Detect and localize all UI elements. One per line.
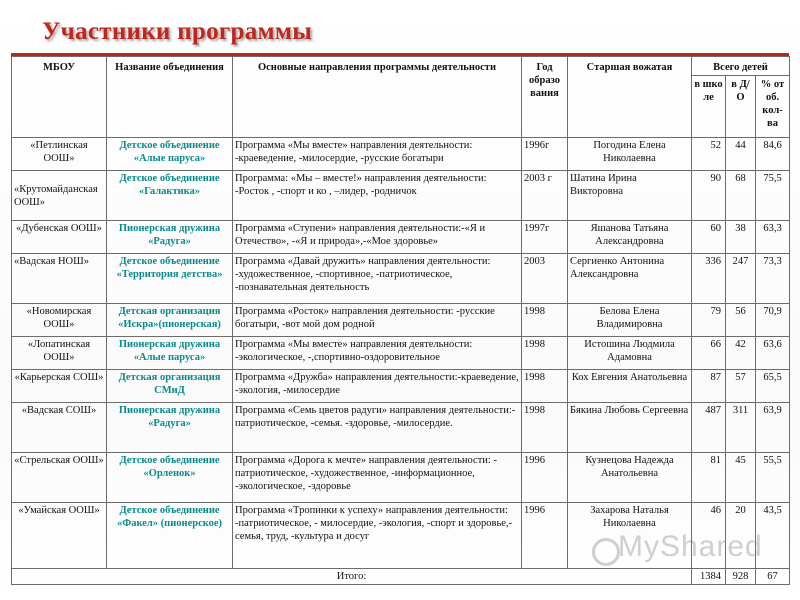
cell-in-school: 90 — [692, 171, 726, 221]
cell-school: «Лопатинская ООШ» — [12, 337, 107, 370]
cell-org: Пионерская дружина «Радуга» — [107, 221, 233, 254]
cell-percent: 73,3 — [756, 254, 790, 304]
cell-leader: Яшанова Татьяна Александровна — [568, 221, 692, 254]
header-school: МБОУ — [12, 57, 107, 138]
total-row — [12, 569, 790, 585]
cell-school: «Петлинская ООШ» — [12, 138, 107, 171]
cell-leader: Кузнецова Надежда Анатольевна — [568, 453, 692, 503]
cell-leader: Шатина Ирина Викторовна — [568, 171, 692, 221]
header-leader: Старшая вожатая — [568, 57, 692, 138]
cell-in-do: 247 — [726, 254, 756, 304]
table-row — [12, 171, 790, 221]
page-title: Участники программы — [42, 18, 313, 45]
cell-in-school: 81 — [692, 453, 726, 503]
cell-year: 1996 — [522, 503, 568, 569]
cell-org: Детское объединение «Алые паруса» — [107, 138, 233, 171]
cell-in-school: 487 — [692, 403, 726, 453]
cell-in-do: 56 — [726, 304, 756, 337]
cell-percent: 55,5 — [756, 453, 790, 503]
cell-in-do: 68 — [726, 171, 756, 221]
cell-in-do: 38 — [726, 221, 756, 254]
header-program: Основные направления программы деятельности — [233, 57, 522, 138]
cell-in-do: 44 — [726, 138, 756, 171]
cell-org: Пионерская дружина «Алые паруса» — [107, 337, 233, 370]
header-year: Год образо вания — [522, 57, 568, 138]
cell-org: Детское объединение «Факел» (пионерское) — [107, 503, 233, 569]
cell-year: 1996г — [522, 138, 568, 171]
cell-year: 2003 г — [522, 171, 568, 221]
table-row — [12, 304, 790, 337]
cell-percent: 63,9 — [756, 403, 790, 453]
cell-school: «Стрельская ООШ» — [12, 453, 107, 503]
cell-in-school: 336 — [692, 254, 726, 304]
total-label: Итого: — [12, 569, 692, 585]
cell-in-school: 52 — [692, 138, 726, 171]
table-row — [12, 337, 790, 370]
cell-percent: 70,9 — [756, 304, 790, 337]
cell-program: Программа «Давай дружить» направления деятельности: -художественное, -спортивное, -патриотическое, -познавательная деятельность — [233, 254, 522, 304]
cell-org: Детское объединение «Галактика» — [107, 171, 233, 221]
header-in-do: в Д/О — [726, 76, 756, 138]
cell-percent: 63,6 — [756, 337, 790, 370]
cell-org: Детское объединение «Орленок» — [107, 453, 233, 503]
cell-in-do: 57 — [726, 370, 756, 403]
cell-in-school: 87 — [692, 370, 726, 403]
cell-program: Программа «Мы вместе» направления деятельности: -краеведение, -милосердие, -русские богатыри — [233, 138, 522, 171]
cell-year: 1997г — [522, 221, 568, 254]
cell-leader: Сергиенко Антонина Александровна — [568, 254, 692, 304]
cell-program: Программа «Семь цветов радуги» направления деятельности:-патриотическое, -семья. -здоровье, -милосердие. — [233, 403, 522, 453]
cell-leader: Погодина Елена Николаевна — [568, 138, 692, 171]
cell-org: Детская организация СМиД — [107, 370, 233, 403]
cell-school: «Умайская ООШ» — [12, 503, 107, 569]
table-row — [12, 254, 790, 304]
cell-leader: Бякина Любовь Сергеевна — [568, 403, 692, 453]
participants-table — [11, 56, 790, 585]
cell-in-school: 60 — [692, 221, 726, 254]
table-row — [12, 453, 790, 503]
cell-in-school: 66 — [692, 337, 726, 370]
table-body — [12, 138, 790, 585]
cell-program: Программа «Дорога к мечте» направления деятельности: - патриотическое, -художественное, -информационное, -экологическое, -здоровье — [233, 453, 522, 503]
cell-program: Программа: «Мы – вместе!» направления деятельности: -Росток , -спорт и ко , –лидер, -родничок — [233, 171, 522, 221]
cell-percent: 63,3 — [756, 221, 790, 254]
cell-percent: 43,5 — [756, 503, 790, 569]
table-row — [12, 221, 790, 254]
header-total-children: Всего детей — [692, 57, 790, 76]
cell-leader: Кох Евгения Анатольевна — [568, 370, 692, 403]
cell-leader: Истошина Людмила Адамовна — [568, 337, 692, 370]
header-percent: % от об. кол-ва — [756, 76, 790, 138]
cell-program: Программа «Дружба» направления деятельности:-краеведение, -экология, -милосердие — [233, 370, 522, 403]
participants-table-wrapper — [11, 53, 789, 585]
table-row — [12, 370, 790, 403]
total-in-school: 1384 — [692, 569, 726, 585]
total-percent: 67 — [756, 569, 790, 585]
cell-year: 1996 — [522, 453, 568, 503]
cell-school: «Вадская СОШ» — [12, 403, 107, 453]
table-row — [12, 138, 790, 171]
cell-program: Программа «Росток» направления деятельности: -русские богатыри, -вот мой дом родной — [233, 304, 522, 337]
watermark-text: MyShared — [618, 530, 763, 563]
cell-percent: 84,6 — [756, 138, 790, 171]
cell-program: Программа «Тропинки к успеху» направления деятельности: -патриотическое, - милосердие, -экология, -спорт и здоровье,-семья, труд, -культура и досуг — [233, 503, 522, 569]
cell-leader: Белова Елена Владимировна — [568, 304, 692, 337]
header-org: Название объединения — [107, 57, 233, 138]
cell-leader: Захарова Наталья Николаевна — [568, 503, 692, 569]
cell-program: Программа «Мы вместе» направления деятельности: -экологическое, -,спортивно-оздоровительное — [233, 337, 522, 370]
cell-in-school: 79 — [692, 304, 726, 337]
total-in-do: 928 — [726, 569, 756, 585]
cell-school: «Вадская НОШ» — [12, 254, 107, 304]
header-row — [12, 57, 790, 76]
cell-program: Программа «Ступени» направления деятельности:-«Я и Отечество», -«Я и природа»,-«Мое здоровье» — [233, 221, 522, 254]
cell-in-do: 45 — [726, 453, 756, 503]
cell-org: Детское объединение «Территория детства» — [107, 254, 233, 304]
cell-school: «Карьерская СОШ» — [12, 370, 107, 403]
cell-in-do: 311 — [726, 403, 756, 453]
cell-school: «Дубенская ООШ» — [12, 221, 107, 254]
cell-percent: 75,5 — [756, 171, 790, 221]
cell-year: 1998 — [522, 304, 568, 337]
cell-in-do: 42 — [726, 337, 756, 370]
watermark-logo-icon — [592, 538, 620, 566]
cell-org: Пионерская дружина «Радуга» — [107, 403, 233, 453]
cell-in-school: 46 — [692, 503, 726, 569]
cell-in-do: 20 — [726, 503, 756, 569]
cell-year: 1998 — [522, 370, 568, 403]
cell-year: 2003 — [522, 254, 568, 304]
cell-percent: 65,5 — [756, 370, 790, 403]
cell-year: 1998 — [522, 403, 568, 453]
header-in-school: в шко ле — [692, 76, 726, 138]
table-row — [12, 403, 790, 453]
cell-school: «Новомирская ООШ» — [12, 304, 107, 337]
cell-school: «Крутомайданская ООШ» — [12, 171, 107, 221]
cell-year: 1998 — [522, 337, 568, 370]
cell-org: Детская организация «Искра»(пионерская) — [107, 304, 233, 337]
